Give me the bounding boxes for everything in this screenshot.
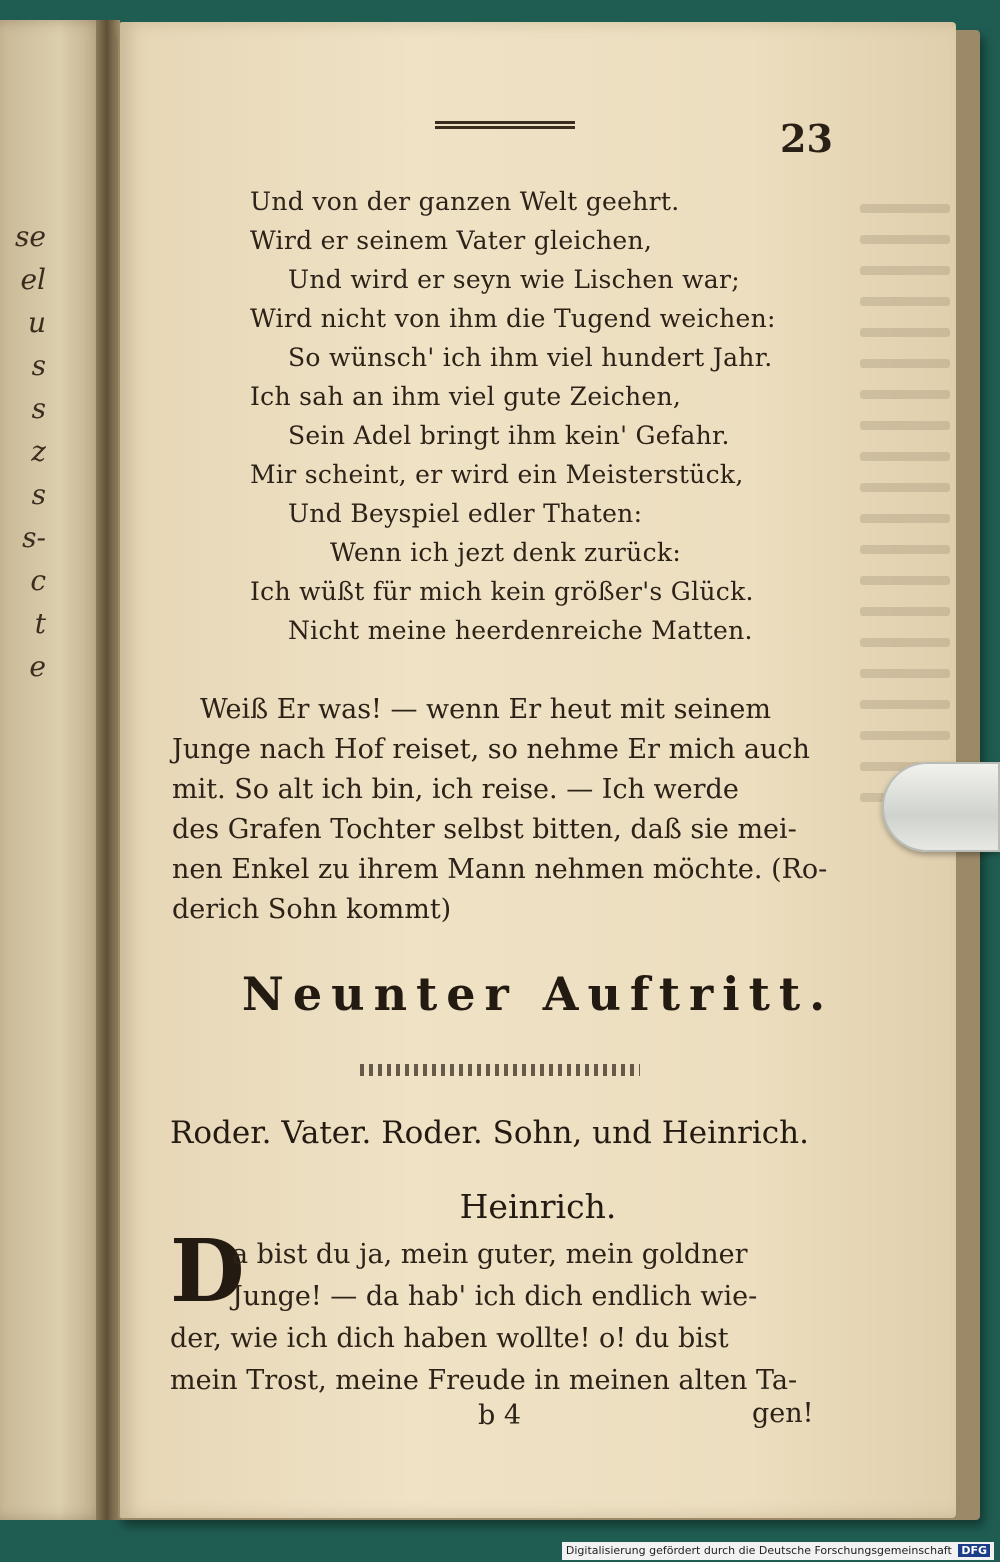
dialogue-line: der, wie ich dich haben wollte! o! du bist <box>170 1323 729 1354</box>
dfg-logo: DFG <box>958 1544 990 1557</box>
verse-line: Wenn ich jezt denk zurück: <box>330 538 682 567</box>
speaker-name: Heinrich. <box>459 1187 617 1226</box>
left-page-fragments <box>6 215 46 688</box>
verse-line: So wünsch' ich ihm viel hundert Jahr. <box>288 343 773 372</box>
book-spine <box>96 20 120 1520</box>
left-fragment: u <box>27 306 46 339</box>
prose-line: derich Sohn kommt) <box>172 894 452 925</box>
catchword: gen! <box>752 1398 814 1429</box>
dialogue-line: mein Trost, meine Freude in meinen alten Ta- <box>170 1365 798 1396</box>
verse-block <box>250 182 810 650</box>
left-fragment: se <box>15 220 46 253</box>
prose-line: Weiß Er was! — wenn Er heut mit seinem <box>200 694 772 725</box>
left-page <box>0 20 108 1520</box>
verse-line: Wird nicht von ihm die Tugend weichen: <box>250 304 776 333</box>
verse-line: Sein Adel bringt ihm kein' Gefahr. <box>288 421 730 450</box>
verse-line: Und wird er seyn wie Lischen war; <box>288 265 740 294</box>
cast-line: Roder. Vater. Roder. Sohn, und Heinrich. <box>170 1115 809 1151</box>
prose-line: mit. So alt ich bin, ich reise. — Ich werde <box>172 774 739 805</box>
credit-text: Digitalisierung gefördert durch die Deutsche Forschungsgemeinschaft <box>565 1544 952 1557</box>
drop-cap: D <box>170 1221 245 1322</box>
book-page <box>120 22 956 1518</box>
left-fragment: s- <box>22 521 46 554</box>
verse-line: Ich wüßt für mich kein größer's Glück. <box>250 577 754 606</box>
verse-line: Und Beyspiel edler Thaten: <box>288 499 643 528</box>
verse-line: Nicht meine heerdenreiche Matten. <box>288 616 753 645</box>
left-fragment: t <box>34 607 46 640</box>
verse-line: Mir scheint, er wird ein Meisterstück, <box>250 460 744 489</box>
left-fragment: s <box>31 392 46 425</box>
show-through-text <box>860 182 950 1042</box>
left-fragment: z <box>31 435 46 468</box>
verse-line: Ich sah an ihm viel gute Zeichen, <box>250 382 682 411</box>
left-fragment: s <box>31 478 46 511</box>
page-holder-clip <box>882 762 1000 852</box>
prose-paragraph <box>172 690 848 930</box>
scene-heading: Neunter Auftritt. <box>241 967 835 1021</box>
dialogue-line: a bist du ja, mein guter, mein goldner <box>232 1239 748 1270</box>
prose-line: nen Enkel zu ihrem Mann nehmen möchte. (Ro- <box>172 854 828 885</box>
left-fragment: e <box>29 650 46 683</box>
decorative-divider <box>360 1064 640 1076</box>
left-fragment: c <box>30 564 46 597</box>
page-number: 23 <box>780 116 833 161</box>
verse-line: Wird er seinem Vater gleichen, <box>250 226 653 255</box>
dialogue-line: Junge! — da hab' ich dich endlich wie- <box>232 1281 758 1312</box>
prose-line: des Grafen Tochter selbst bitten, daß sie mei- <box>172 814 797 845</box>
left-fragment: s <box>31 349 46 382</box>
header-rule-ornament <box>435 119 575 131</box>
left-fragment: el <box>20 263 46 296</box>
dialogue-paragraph <box>170 1234 850 1402</box>
prose-line: Junge nach Hof reiset, so nehme Er mich auch <box>172 734 810 765</box>
digitization-credit <box>562 1542 994 1560</box>
verse-line: Und von der ganzen Welt geehrt. <box>250 187 680 216</box>
signature-mark: b 4 <box>478 1400 522 1431</box>
